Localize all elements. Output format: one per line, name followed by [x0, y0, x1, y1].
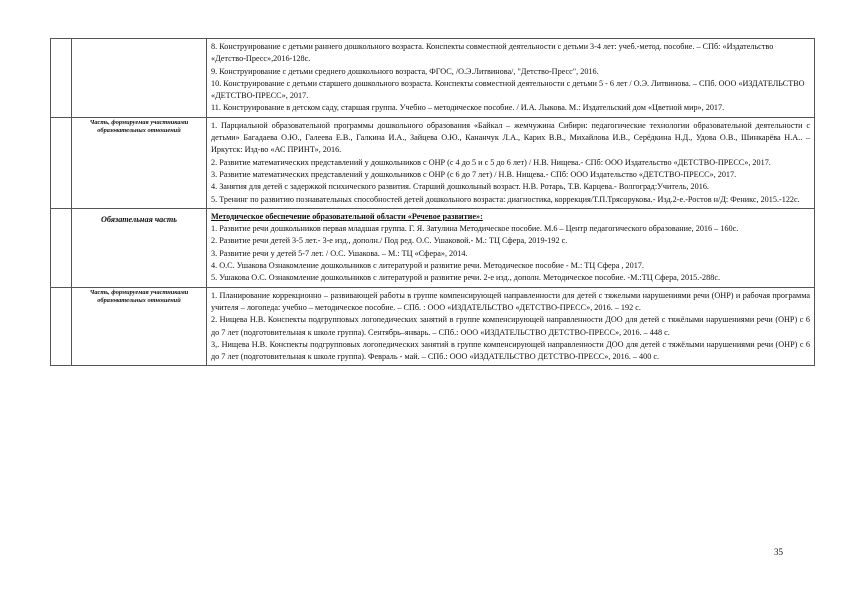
row-number-cell [51, 39, 72, 118]
reference-item: 3. Развитие речи у детей 5-7 лет. / О.С. Ушакова. – М.: ТЦ «Сфера», 2014. [211, 248, 468, 258]
row-number-cell [51, 287, 72, 366]
section-label-cell [72, 39, 207, 118]
program-table [50, 38, 815, 366]
reference-item: 11. Конструирование в детском саду, старшая группа. Учебно – методическое пособие. / И.А. Лыкова. М.: Издательский дом «Цветной мир», 2017. [211, 103, 725, 113]
reference-item: 2. Развитие математических представлений у дошкольников с ОНР (с 4 до 5 и с 5 до 6 лет) / Н.В. Нищева.- СПб: ООО Издательство «ДЕТСТВО-ПРЕСС», 2017. [211, 157, 771, 167]
reference-item: 9. Конструирование с детьми среднего дошкольного возраста, ФГОС, /О.Э.Литвинова/, "Детство-Пресс", 2016. [211, 66, 599, 76]
section-label-cell [72, 287, 207, 366]
reference-item: 10. Конструирование с детьми старшего дошкольного возраста. Конспекты совместной деятельности с детьми 5 - 6 лет / О.Э. Литвинова. – СПб. ООО «ИЗДАТЕЛЬСТВО «ДЕТСТВО-ПРЕСС», 2017. [211, 78, 805, 101]
references-cell [207, 208, 815, 287]
reference-item: 1. Развитие речи дошкольников первая младшая группа. Г. Я. Затулина Методическое пособие. М.6 – Центр педагогического образование, 2016 – 160с. [211, 224, 739, 234]
page-number: 35 [774, 547, 783, 557]
reference-item: 3. Развитие математических представлений у дошкольников с ОНР (с 6 до 7 лет) / Н.В. Нищева.- СПб: ООО Издательство «ДЕТСТВО-ПРЕСС», 2017. [211, 169, 737, 179]
section-label: Часть, формируемая участниками образовательных отношений [89, 118, 189, 134]
section-heading: Методическое обеспечение образовательной области «Речевое развитие»: [211, 211, 483, 221]
reference-item: 2. Нищева Н.В. Конспекты подгрупповых логопедических занятий в группе компенсирующей направленности ДОО для детей с тяжёлыми нарушениями речи (ОНР) с 6 до 7 лет (подготовительная к школе группа). Сентябрь–январь. – СПб.: ООО «ИЗДАТЕЛЬСТВО ДЕТСТВО-ПРЕСС», 2016. – 448 с. [211, 315, 810, 337]
section-label-cell [72, 117, 207, 208]
reference-item: 1. Планирование коррекционно – развивающей работы в группе компенсирующей направленности для детей с тяжелыми нарушениями речи (ОНР) и рабочая программа учителя – логопеда: учебно – методическое пособие. – СПб. : ООО «ИЗДАТЕЛЬСТВО «ДЕТСТВО-ПРЕСС», 2016. – 192 с. [211, 290, 810, 312]
references-cell [207, 39, 815, 118]
reference-item: 4. Занятия для детей с задержкой психического развития. Старший дошкольный возраст. Н.В. Ротарь, Т.В. Карцева.- Волгоград:Учитель, 2016. [211, 182, 709, 192]
reference-item: 1. Парциальной образовательной программы дошкольного образования «Байкал – жемчужина Сибири: педагогические технологии образовательной деятельности с детьми» Багадаева О.Ю., Галеева Е.В., Галкина И.А., Зайцева О.Ю., Кананчук Л.А., Карих В.В., Михайлова И.В., Серёдкина Н.Д., Удова О.В., Шинкарёва Н.А.. – Иркутск: Изд-во «АС ПРИНТ», 2016. [211, 120, 810, 155]
section-label-cell [72, 208, 207, 287]
reference-item: 2. Развитие речи детей 3-5 лет.- 3-е изд., дополн./ Под ред. О.С. Ушаковой.- М.: ТЦ Сфера, 2019-192 с. [211, 236, 568, 246]
reference-item: 3,. Нищева Н.В. Конспекты подгрупповых логопедических занятий в группе компенсирующей направленности ДОО для детей с тяжёлыми нарушениями речи (ОНР) с 6 до 7 лет (подготовительная к школе группа). Февраль - май. – СПб.: ООО «ИЗДАТЕЛЬСТВО ДЕТСТВО-ПРЕСС», 2016. – 400 с. [211, 339, 810, 362]
row-number-cell [51, 208, 72, 287]
reference-item: 5. Ушакова О.С. Ознакомление дошкольников с литературой и развитие речи. 2-е изд., дополн. Методическое пособие. -М.:ТЦ Сфера, 2015.-288с. [211, 273, 721, 283]
references-cell [207, 287, 815, 366]
table-row [51, 117, 815, 208]
section-label: Часть, формируемая участниками образовательных отношений [89, 288, 189, 304]
section-label: Обязательная часть [101, 214, 177, 224]
reference-item: 5. Тренинг по развитию познавательных способностей детей дошкольного возраста: диагностика, коррекция/Т.П.Трясорукова.- Изд.2-е.-Ростов н/Д: Феникс, 2015.-122с. [211, 194, 800, 204]
reference-item: 4. О.С. Ушакова Ознакомление дошкольников с литературой и развитие речи. Методическое пособие - М.: ТЦ Сфера , 2017. [211, 261, 644, 271]
references-cell [207, 117, 815, 208]
table-row [51, 287, 815, 366]
table-row [51, 208, 815, 287]
row-number-cell [51, 117, 72, 208]
reference-item: 8. Конструирование с детьми раннего дошкольного возраста. Конспекты совместной деятельности с детьми 3-4 лет: учеб.-метод. пособие. – СПб: «Издательство «Детство-Пресс»,2016-128с. [211, 42, 774, 64]
table-row [51, 39, 815, 118]
